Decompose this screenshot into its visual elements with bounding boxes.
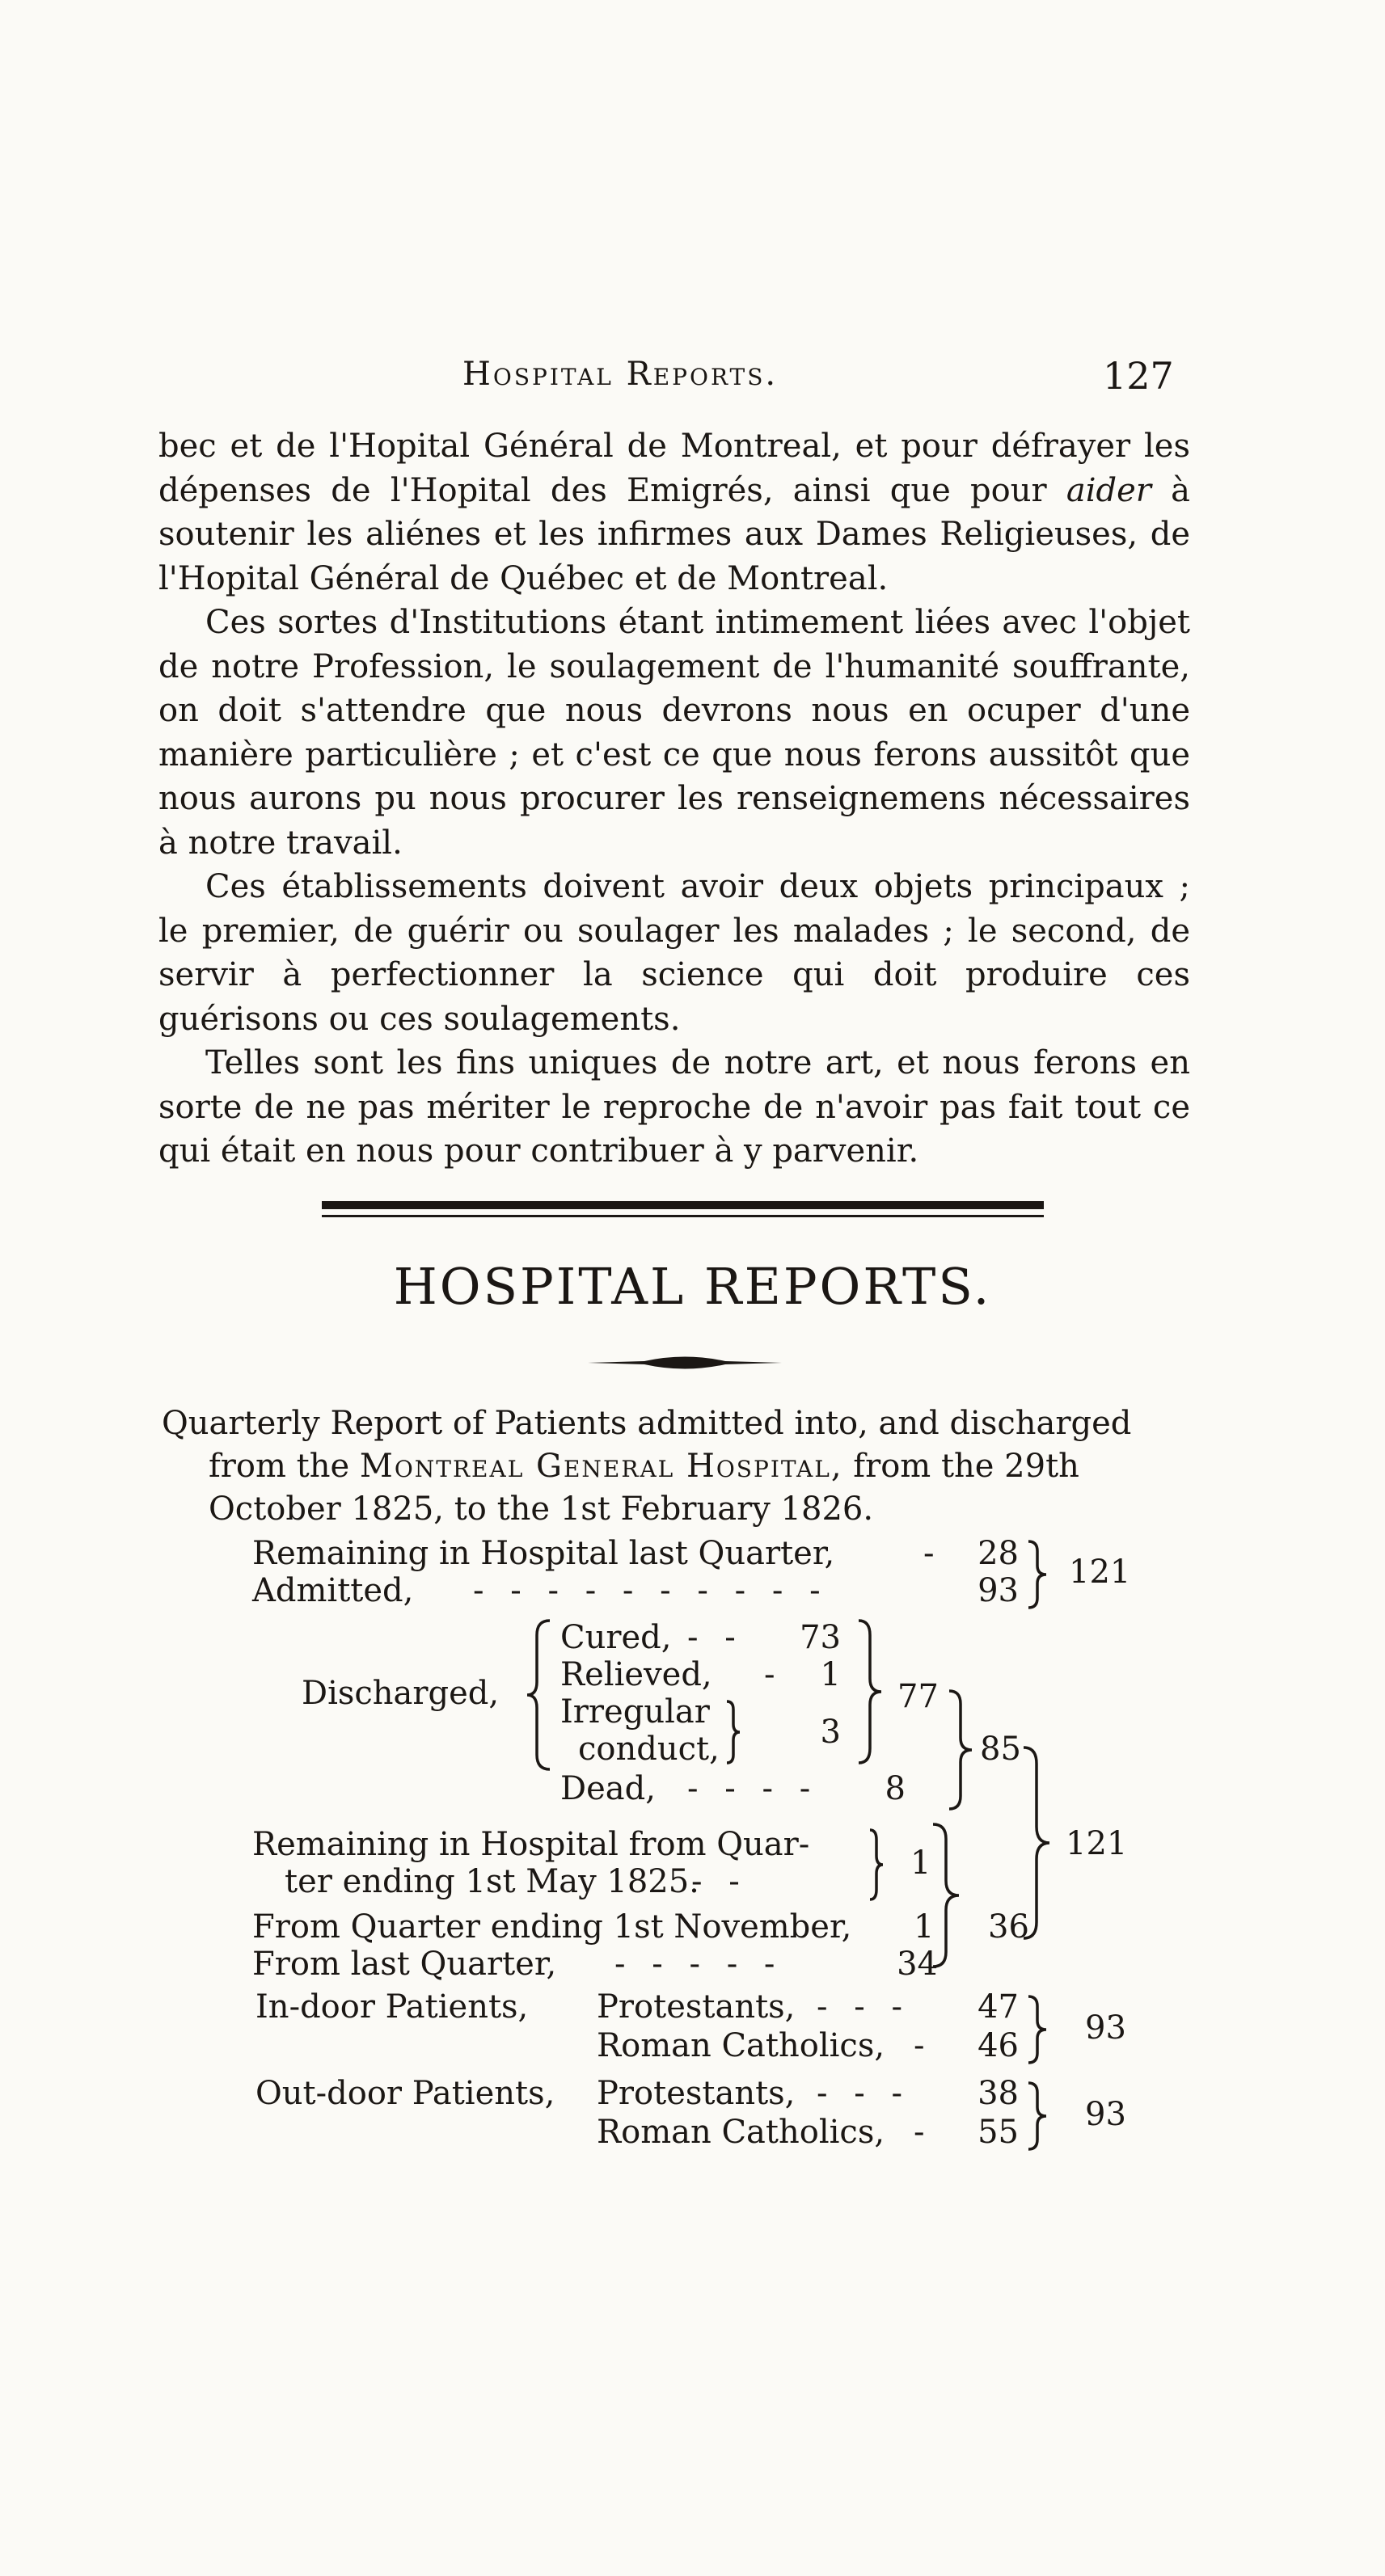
leader-dashes: - [764,1656,783,1693]
report-intro [162,1402,1190,1531]
discharged-total: 77 [897,1678,939,1715]
leader-dashes: - - - - - - - - - - [473,1572,829,1609]
right-brace-icon [1025,1995,1049,2064]
irregular-label-1: Irregular [560,1693,710,1731]
discharged-label: Discharged, [302,1675,500,1712]
report-intro-line-2: from the Montreal General Hospital, from the 29th [209,1448,1079,1485]
remaining-from-label-1: Remaining in Hospital from Quar- [252,1826,810,1863]
right-brace-icon [1025,1540,1049,1609]
outdoor-patients-label: Out-door Patients, [255,2075,555,2112]
subtotal-85: 85 [980,1731,1021,1768]
admitted-label: Admitted, [252,1572,414,1609]
indoor-catholics-value: 46 [978,2027,1019,2064]
leader-dashes: - - [691,1863,748,1900]
leader-dashes: - [914,2027,933,2064]
right-brace-icon [1025,2081,1049,2151]
dead-value: 8 [885,1770,906,1807]
cured-label: Cured, [560,1619,672,1656]
paragraph-4: Telles sont les fins uniques de notre art, et nous ferons en sorte de ne pas mériter le reproche de n'avoir pas fait tout ce qui était en nous pour contribuer à y parvenir. [158,1044,1190,1170]
indoor-patients-label: In-door Patients, [255,1988,529,2026]
paragraph-2: Ces sortes d'Institutions étant intimement liées avec l'objet de notre Profession, le soulagement de l'humanité souffrante, on doit s'attendre que nous devrons nous en ocuper d'une manière particulière ; et c'est ce que nous ferons aussitôt que nous aurons pu nous procurer les renseignemens nécessaires à notre travail. [158,604,1190,862]
right-brace-icon [946,1689,975,1811]
left-brace-icon [526,1619,553,1771]
dead-label: Dead, [560,1770,656,1807]
leader-dashes: - - [687,1619,744,1656]
right-brace-icon [867,1828,886,1901]
section-title: HOSPITAL REPORTS. [393,1257,992,1316]
report-intro-line-3: October 1825, to the 1st February 1826. [209,1490,874,1528]
body-text [158,424,1190,1174]
subtotal-36: 36 [988,1908,1029,1946]
irregular-value: 3 [820,1714,841,1751]
ornament-dash-icon [588,1354,782,1372]
indoor-total: 93 [1085,2009,1126,2047]
paragraph-1: bec et de l'Hopital Général de Montreal, et pour défrayer les dépenses de l'Hopital des Emigrés, ainsi que pour aider à soutenir les aliénes et les infirmes aux Dames Religieuses, de l'Hopital Général de Québec et de Montreal. [158,428,1190,597]
page-number: 127 [1103,354,1174,398]
outdoor-total: 93 [1085,2096,1126,2133]
small-brace-icon [724,1700,743,1764]
indoor-catholics-label: Roman Catholics, [597,2027,885,2064]
irregular-label-2: conduct, [578,1731,720,1768]
running-head: Hospital Reports. [462,356,779,393]
from-november-value: 1 [914,1908,935,1946]
leader-dashes: - [923,1535,943,1572]
total-121-b: 121 [1066,1825,1128,1862]
report-intro-line-1: Quarterly Report of Patients admitted into, and discharged [162,1405,1132,1442]
relieved-label: Relieved, [560,1656,712,1693]
from-last-quarter-value: 34 [897,1946,938,1983]
outdoor-protestants-label: Protestants, [597,2075,796,2112]
paragraph-3: Ces établissements doivent avoir deux objets principaux ; le premier, de guérir ou soulager les malades ; le second, de servir à perfectionner la science qui doit produire ces guérisons ou ces soulagements. [158,868,1190,1038]
right-brace-icon [855,1619,885,1764]
cured-value: 73 [800,1619,841,1656]
outdoor-catholics-label: Roman Catholics, [597,2114,885,2151]
remaining-value: 28 [978,1535,1019,1572]
remaining-label: Remaining in Hospital last Quarter, [252,1535,835,1572]
leader-dashes: - - - [817,1988,910,2026]
indoor-protestants-label: Protestants, [597,1988,796,2026]
relieved-value: 1 [820,1656,841,1693]
from-last-quarter-label: From last Quarter, [252,1946,557,1983]
divider-rule-thick [322,1201,1044,1209]
total-121-a: 121 [1069,1554,1131,1591]
remaining-from-label-2: ter ending 1st May 1825. [285,1863,699,1900]
outdoor-protestants-value: 38 [978,2075,1019,2112]
outdoor-catholics-value: 55 [978,2114,1019,2151]
remaining-from-value: 1 [910,1845,931,1882]
leader-dashes: - - - - - [614,1946,783,1983]
admitted-value: 93 [978,1572,1019,1609]
divider-rule-thin [322,1215,1044,1217]
indoor-protestants-value: 47 [978,1988,1019,2026]
leader-dashes: - [914,2114,933,2151]
leader-dashes: - - - - [687,1770,819,1807]
leader-dashes: - - - [817,2075,910,2112]
from-november-label: From Quarter ending 1st November, [252,1908,852,1946]
